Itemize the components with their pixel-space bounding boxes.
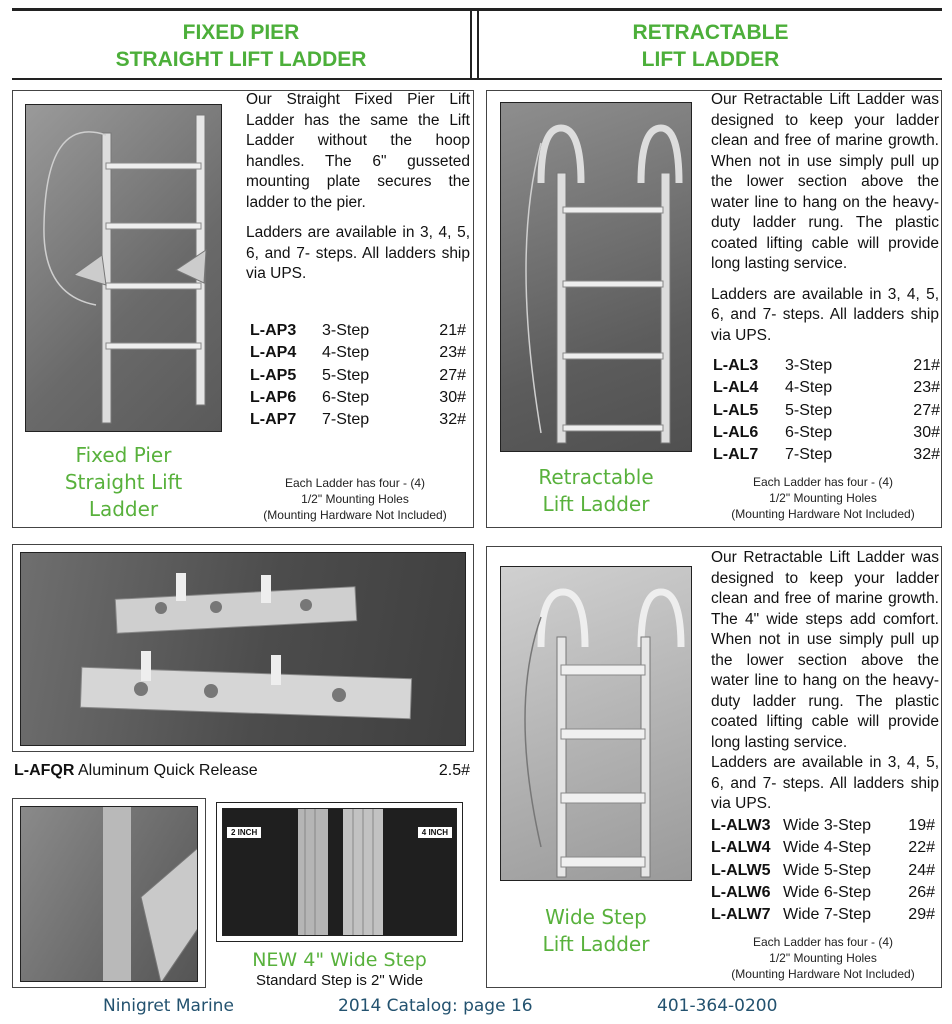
footer-phone: 401-364-0200 xyxy=(657,996,778,1016)
fixed-spec-table xyxy=(250,320,466,431)
step-closeup-photo xyxy=(20,806,198,982)
note-line: Each Ladder has four - (4) xyxy=(752,475,894,489)
wide-step-compare-photo xyxy=(222,808,457,936)
table-row xyxy=(711,815,935,837)
table-row xyxy=(250,320,466,342)
item-desc: 7-Step xyxy=(785,446,833,464)
retractable-spec-table xyxy=(713,355,940,466)
table-row xyxy=(713,355,940,377)
item-weight: 2.5# xyxy=(438,762,470,779)
table-row xyxy=(713,377,940,399)
table-row xyxy=(250,342,466,364)
item-desc: 3-Step xyxy=(785,357,833,375)
heading-line: STRAIGHT LIFT LADDER xyxy=(115,48,367,71)
wide-description xyxy=(711,548,939,825)
item-code: L-AL6 xyxy=(713,424,759,442)
bracket-illustration xyxy=(21,553,466,746)
retractable-heading xyxy=(479,19,942,73)
item-desc: 6-Step xyxy=(322,389,370,407)
ladder-illustration xyxy=(501,103,692,452)
label-4-inch: 4 INCH xyxy=(418,827,452,838)
item-weight: 23# xyxy=(913,379,940,397)
caption-line: Straight Lift xyxy=(64,470,183,494)
item-desc: 3-Step xyxy=(322,322,370,340)
item-desc: Wide 5-Step xyxy=(783,861,872,879)
item-code: L-ALW7 xyxy=(711,906,771,924)
description-text: Our Retractable Lift Ladder was designed to keep your ladder clean and free of marine growth. The 4" wide steps add comfort. When not in use simply pull up the lower section above the water line to hang on the heavy-duty ladder rung. The plastic coated lifting cable will provide long lasting service. xyxy=(711,549,939,751)
footer-company: Ninigret Marine xyxy=(103,996,234,1016)
item-weight: 23# xyxy=(439,344,466,362)
fixed-mounting-note xyxy=(240,475,470,523)
availability-text: Ladders are available in 3, 4, 5, 6, and 7- steps. All ladders ship via UPS. xyxy=(711,754,939,812)
item-desc: Wide 7-Step xyxy=(783,906,872,924)
fixed-ladder-photo xyxy=(25,104,222,432)
wide-caption xyxy=(500,904,692,958)
table-row xyxy=(711,882,935,904)
quick-release-photo xyxy=(20,552,466,746)
item-desc: 7-Step xyxy=(322,411,370,429)
wide-spec-table xyxy=(711,815,935,926)
table-row xyxy=(713,400,940,422)
caption-line: Lift Ladder xyxy=(542,492,650,516)
table-row xyxy=(711,904,935,926)
item-weight: 27# xyxy=(913,401,940,419)
item-desc: 4-Step xyxy=(785,379,833,397)
item-code: L-AFQR xyxy=(14,762,75,779)
item-desc: Wide 3-Step xyxy=(783,817,872,835)
description-text: Our Retractable Lift Ladder was designed to keep your ladder clean and free of marine growth. When not in use simply pull up the lower section above the water line to hang on the heavy-duty ladder rung. The plastic coated lifting cable will provide long lasting service. xyxy=(711,91,939,272)
table-row xyxy=(250,409,466,431)
caption-line: Ladder xyxy=(88,497,159,521)
table-row xyxy=(711,837,935,859)
heading-line: RETRACTABLE xyxy=(632,21,789,44)
item-code: L-AP5 xyxy=(250,366,297,384)
item-desc: 5-Step xyxy=(322,366,370,384)
item-code: L-AP4 xyxy=(250,344,297,362)
item-code: L-AL5 xyxy=(713,401,759,419)
item-desc: 4-Step xyxy=(322,344,370,362)
caption-line: Wide Step xyxy=(545,905,647,929)
quick-release-line xyxy=(14,762,470,780)
item-code: L-ALW3 xyxy=(711,817,771,835)
retractable-mounting-note xyxy=(708,474,938,522)
wide-mounting-note xyxy=(708,934,938,982)
note-line: (Mounting Hardware Not Included) xyxy=(263,508,447,522)
item-weight: 27# xyxy=(439,366,466,384)
note-line: Each Ladder has four - (4) xyxy=(752,935,894,949)
header-divider xyxy=(470,8,472,80)
table-row xyxy=(713,422,940,444)
item-weight: 32# xyxy=(439,411,466,429)
caption-line: Lift Ladder xyxy=(542,932,650,956)
standard-step-note: Standard Step is 2" Wide xyxy=(255,972,424,989)
heading-line: FIXED PIER xyxy=(182,21,300,44)
fixed-description xyxy=(246,90,470,295)
table-row xyxy=(713,444,940,466)
item-code: L-AL3 xyxy=(713,357,759,375)
retractable-caption xyxy=(500,464,692,518)
item-code: L-ALW4 xyxy=(711,839,771,857)
note-line: (Mounting Hardware Not Included) xyxy=(731,967,915,981)
item-code: L-AP7 xyxy=(250,411,297,429)
item-weight: 22# xyxy=(908,839,935,857)
note-line: Each Ladder has four - (4) xyxy=(284,476,426,490)
item-weight: 30# xyxy=(913,424,940,442)
item-weight: 32# xyxy=(913,446,940,464)
item-desc: Wide 4-Step xyxy=(783,839,872,857)
fixed-pier-heading xyxy=(12,19,470,73)
table-row xyxy=(711,860,935,882)
item-code: L-ALW6 xyxy=(711,884,771,902)
caption-line: Retractable xyxy=(538,465,654,489)
item-desc: 5-Step xyxy=(785,401,833,419)
item-weight: 21# xyxy=(913,357,940,375)
note-line: (Mounting Hardware Not Included) xyxy=(731,507,915,521)
item-weight: 24# xyxy=(908,861,935,879)
table-row xyxy=(250,365,466,387)
wide-step-ladder-photo xyxy=(500,566,692,881)
note-line: 1/2" Mounting Holes xyxy=(301,492,409,506)
item-weight: 29# xyxy=(908,906,935,924)
description-text: Our Straight Fixed Pier Lift Ladder has the same the Lift Ladder without the hoop handles. The 6" gusseted mounting plate secures the ladder to the pier. xyxy=(246,91,470,211)
ladder-illustration xyxy=(501,567,692,881)
availability-text: Ladders are available in 3, 4, 5, 6, and 7- steps. All ladders ship via UPS. xyxy=(246,224,470,282)
item-weight: 21# xyxy=(439,322,466,340)
footer-catalog-page: 2014 Catalog: page 16 xyxy=(338,996,533,1016)
item-desc: Wide 6-Step xyxy=(783,884,872,902)
retractable-description xyxy=(711,90,939,356)
fixed-caption xyxy=(25,442,222,523)
item-code: L-AL4 xyxy=(713,379,759,397)
ladder-illustration xyxy=(26,105,222,432)
note-line: 1/2" Mounting Holes xyxy=(769,491,877,505)
item-desc: 6-Step xyxy=(785,424,833,442)
item-code: L-AP6 xyxy=(250,389,297,407)
availability-text: Ladders are available in 3, 4, 5, 6, and 7- steps. All ladders ship via UPS. xyxy=(711,285,939,344)
heading-line: LIFT LADDER xyxy=(641,48,780,71)
retractable-ladder-photo xyxy=(500,102,692,452)
note-line: 1/2" Mounting Holes xyxy=(769,951,877,965)
step-closeup-illustration xyxy=(21,807,198,982)
label-2-inch: 2 INCH xyxy=(227,827,261,838)
item-weight: 30# xyxy=(439,389,466,407)
new-wide-step-caption: NEW 4" Wide Step xyxy=(252,949,427,971)
item-code: L-AP3 xyxy=(250,322,297,340)
table-row xyxy=(250,387,466,409)
caption-line: Fixed Pier xyxy=(75,443,172,467)
item-code: L-ALW5 xyxy=(711,861,771,879)
item-weight: 19# xyxy=(908,817,935,835)
item-desc: Aluminum Quick Release xyxy=(78,762,258,779)
item-weight: 26# xyxy=(908,884,935,902)
item-code: L-AL7 xyxy=(713,446,759,464)
